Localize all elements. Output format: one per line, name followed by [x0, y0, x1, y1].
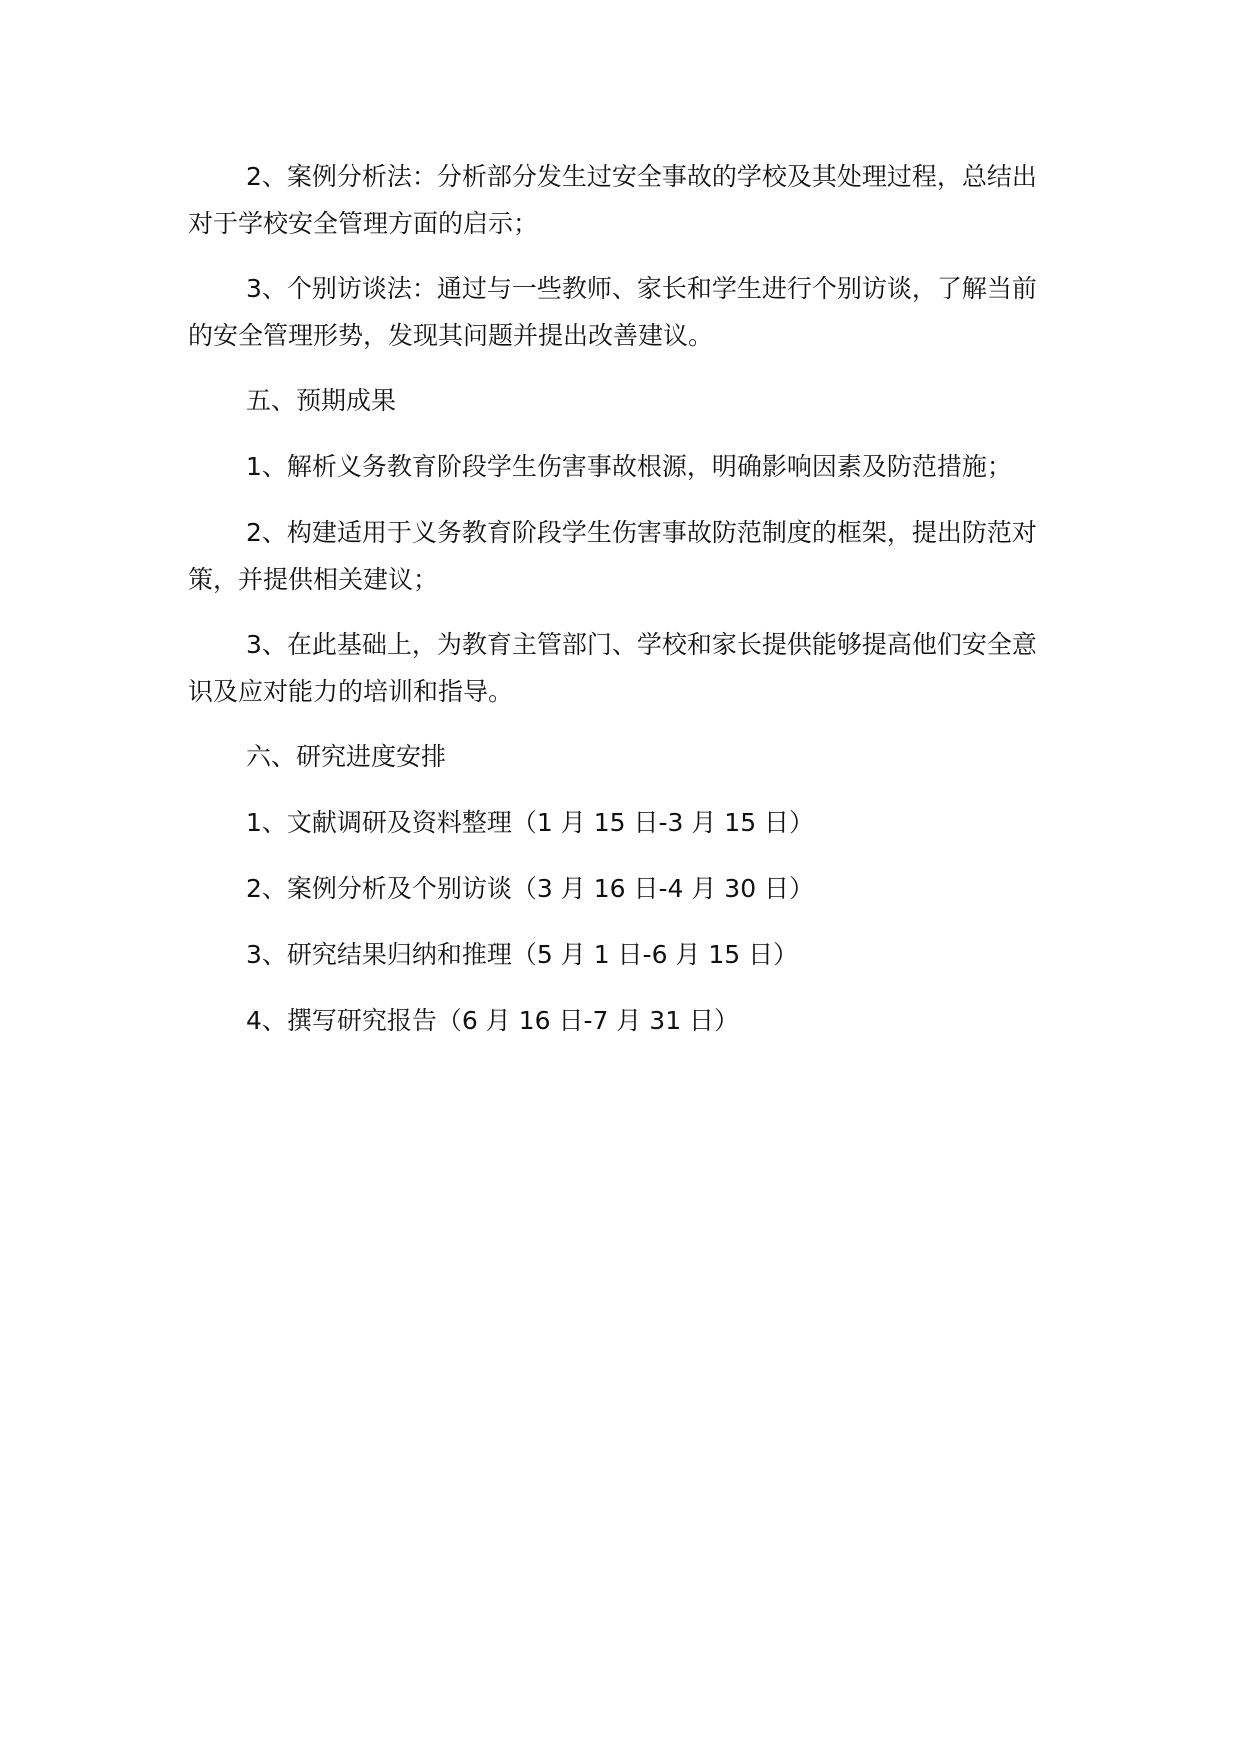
- schedule-item: 1、文献调研及资料整理（1 月 15 日-3 月 15 日）: [246, 808, 815, 837]
- expected-result-item: 2、构建适用于义务教育阶段学生伤害事故防范制度的框架，提出防范对策，并提供相关建议；: [188, 518, 1037, 594]
- schedule-item: 3、研究结果归纳和推理（5 月 1 日-6 月 15 日）: [246, 940, 799, 969]
- section-heading-schedule: 六、研究进度安排: [246, 742, 447, 771]
- paragraph-case-analysis: 2、案例分析法：分析部分发生过安全事故的学校及其处理过程，总结出对于学校安全管理方面的启示；: [188, 162, 1037, 238]
- schedule-item: 2、案例分析及个别访谈（3 月 16 日-4 月 30 日）: [246, 874, 815, 903]
- expected-result-item: 3、在此基础上，为教育主管部门、学校和家长提供能够提高他们安全意识及应对能力的培训和指导。: [188, 630, 1037, 706]
- schedule-item: 4、撰写研究报告（6 月 16 日-7 月 31 日）: [246, 1006, 740, 1035]
- paragraph-interview: 3、个别访谈法：通过与一些教师、家长和学生进行个别访谈，了解当前的安全管理形势，发现其问题并提出改善建议。: [188, 274, 1037, 350]
- expected-result-item: 1、解析义务教育阶段学生伤害事故根源，明确影响因素及防范措施；: [246, 452, 1012, 481]
- section-heading-expected-results: 五、预期成果: [246, 386, 397, 415]
